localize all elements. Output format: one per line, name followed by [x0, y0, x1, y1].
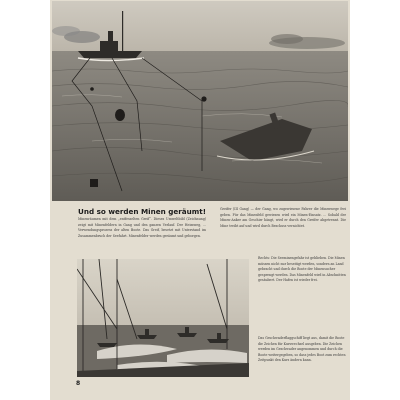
caption-right-bottom: Das Geschwaderflaggschiff liegt aus, damit die Boote die Zeichen für Kurswechsel ausgeben. Die Zeichen werden im Geschwader angenommen und durch die Boote weitergegeben, so dass jedes Boot zum rechten Zeitpunkt den Kurs ändern kann.	[258, 336, 346, 363]
caption-right-top: Rechts: Die Seeminengefahr ist geblieben. Die Minen müssen nicht nur beseitigt werden, sondern an Land gebracht und durch die Boote der Minensucher gesprengt werden. Das Minenfeld wird in Abschnitten gesäubert. Der Hafen ist wieder frei.	[258, 256, 346, 283]
body-text-right: Greifer (III Gang) — der Gang, wo zugewiesene Fahrer die Minenwege frei geben. Für das Minenfeld gewiesen wird ein Minen-Einsatz. ... Sobald der Minen-Anker am Geschirr hängt, wird er durch den Greifer abgetrennt. Die Mine treibt auf und wird durch Beschuss vernichtet.	[220, 207, 346, 228]
page-number: 8	[76, 380, 81, 387]
magazine-page	[50, 0, 350, 400]
minesweeper-photo	[77, 259, 249, 377]
minesweeping-illustration	[52, 1, 348, 201]
body-text-left: Minenräumen mit dem „entfesselten Greif“. Dieses Umweltbild (Zeichnung) zeigt mit Minenfeldern in Gang und den ganzen Verlauf. Der Heimweg, ... Verwendungsprozess der alten Boote. Das Greif, besetzt mit Unterstand im Zusammenbruch der Seefahrt. Minenfelder werden geräumt und geborgen.	[78, 217, 206, 238]
article-headline: Und so werden Minen geräumt!	[78, 207, 206, 216]
